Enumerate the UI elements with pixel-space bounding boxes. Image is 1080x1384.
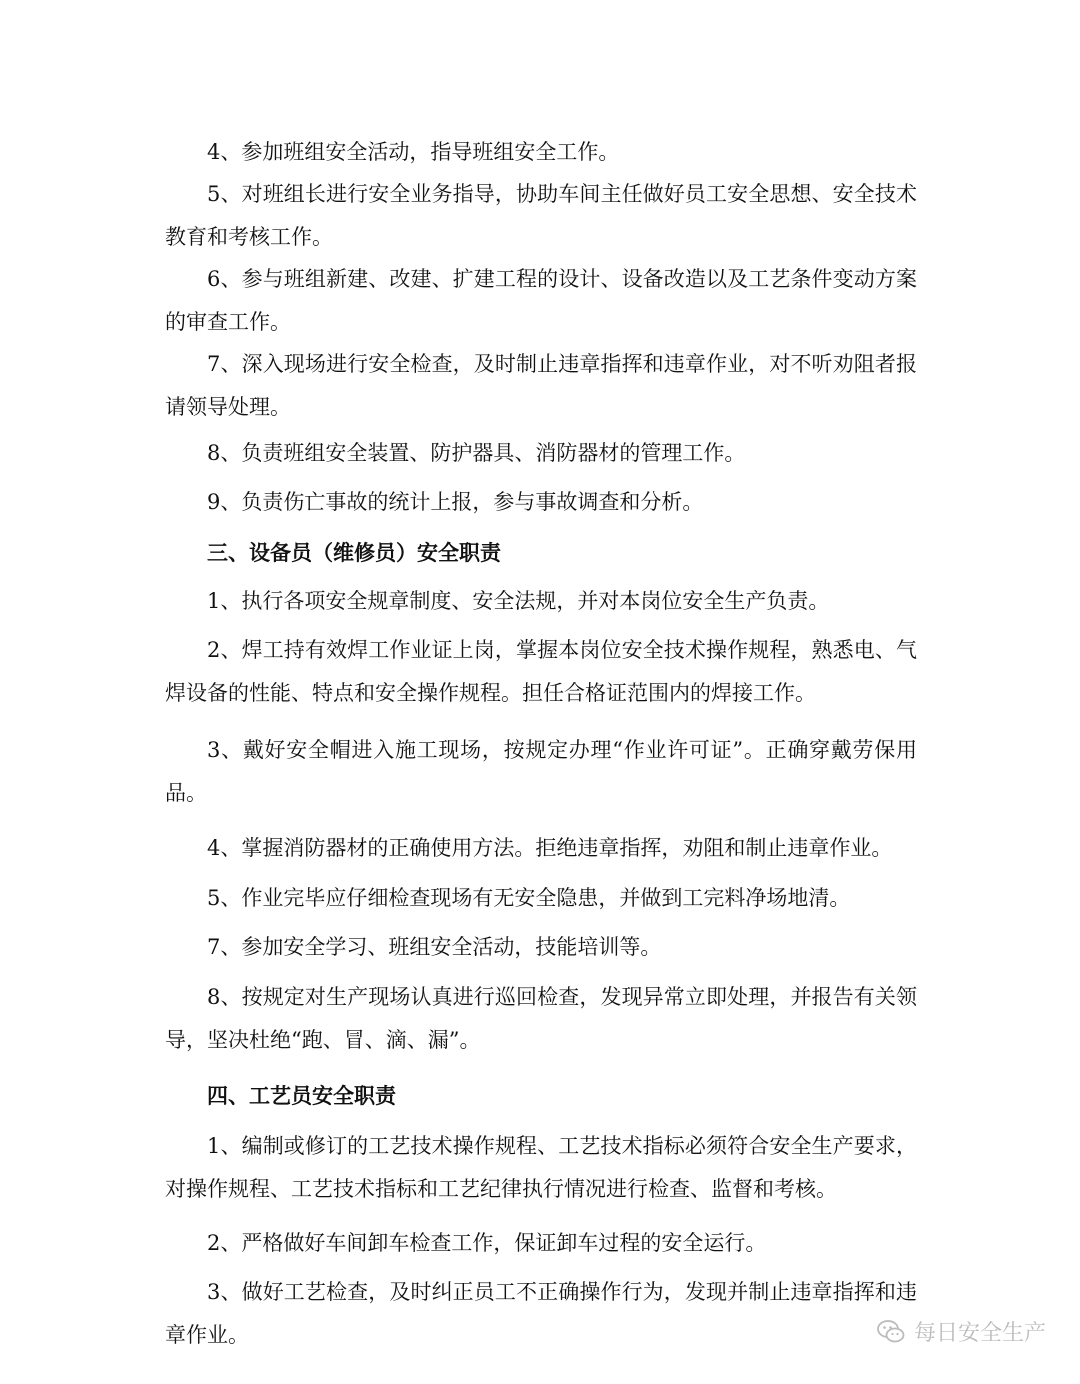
wechat-icon <box>876 1319 906 1345</box>
section-heading: 三、设备员（维修员）安全职责 <box>207 540 501 565</box>
paragraph: 4、参加班组安全活动，指导班组安全工作。 <box>207 140 620 164</box>
paragraph: 2、严格做好车间卸车检查工作，保证卸车过程的安全运行。 <box>207 1231 767 1255</box>
paragraph: 6、参与班组新建、改建、扩建工程的设计、设备改造以及工艺条件变动方案的审查工作。 <box>165 267 917 334</box>
paragraph: 2、焊工持有效焊工作业证上岗，掌握本岗位安全技术操作规程，熟悉电、气焊设备的性能、特点和安全操作规程。担任合格证范围内的焊接工作。 <box>165 638 917 705</box>
paragraph: 9、负责伤亡事故的统计上报，参与事故调查和分析。 <box>207 490 704 514</box>
paragraph: 3、戴好安全帽进入施工现场，按规定办理“作业许可证”。正确穿戴劳保用品。 <box>165 738 917 805</box>
paragraph: 7、深入现场进行安全检查，及时制止违章指挥和违章作业，对不听劝阻者报请领导处理。 <box>165 352 917 419</box>
paragraph: 4、掌握消防器材的正确使用方法。拒绝违章指挥，劝阻和制止违章作业。 <box>207 836 893 860</box>
paragraph: 7、参加安全学习、班组安全活动，技能培训等。 <box>207 935 662 959</box>
paragraph: 8、按规定对生产现场认真进行巡回检查，发现异常立即处理，并报告有关领导，坚决杜绝“跑、冒、滴、漏”。 <box>165 985 917 1052</box>
paragraph: 5、对班组长进行安全业务指导，协助车间主任做好员工安全思想、安全技术教育和考核工作。 <box>165 182 917 249</box>
watermark-text: 每日安全生产 <box>913 1321 1046 1346</box>
paragraph: 8、负责班组安全装置、防护器具、消防器材的管理工作。 <box>207 441 746 465</box>
paragraph: 1、执行各项安全规章制度、安全法规，并对本岗位安全生产负责。 <box>207 589 830 613</box>
paragraph: 5、作业完毕应仔细检查现场有无安全隐患，并做到工完料净场地清。 <box>207 886 851 910</box>
watermark <box>876 1316 1046 1347</box>
paragraph: 3、做好工艺检查，及时纠正员工不正确操作行为，发现并制止违章指挥和违章作业。 <box>165 1280 917 1347</box>
section-heading: 四、工艺员安全职责 <box>207 1083 396 1108</box>
paragraph: 1、编制或修订的工艺技术操作规程、工艺技术指标必须符合安全生产要求，对操作规程、工艺技术指标和工艺纪律执行情况进行检查、监督和考核。 <box>165 1134 917 1201</box>
